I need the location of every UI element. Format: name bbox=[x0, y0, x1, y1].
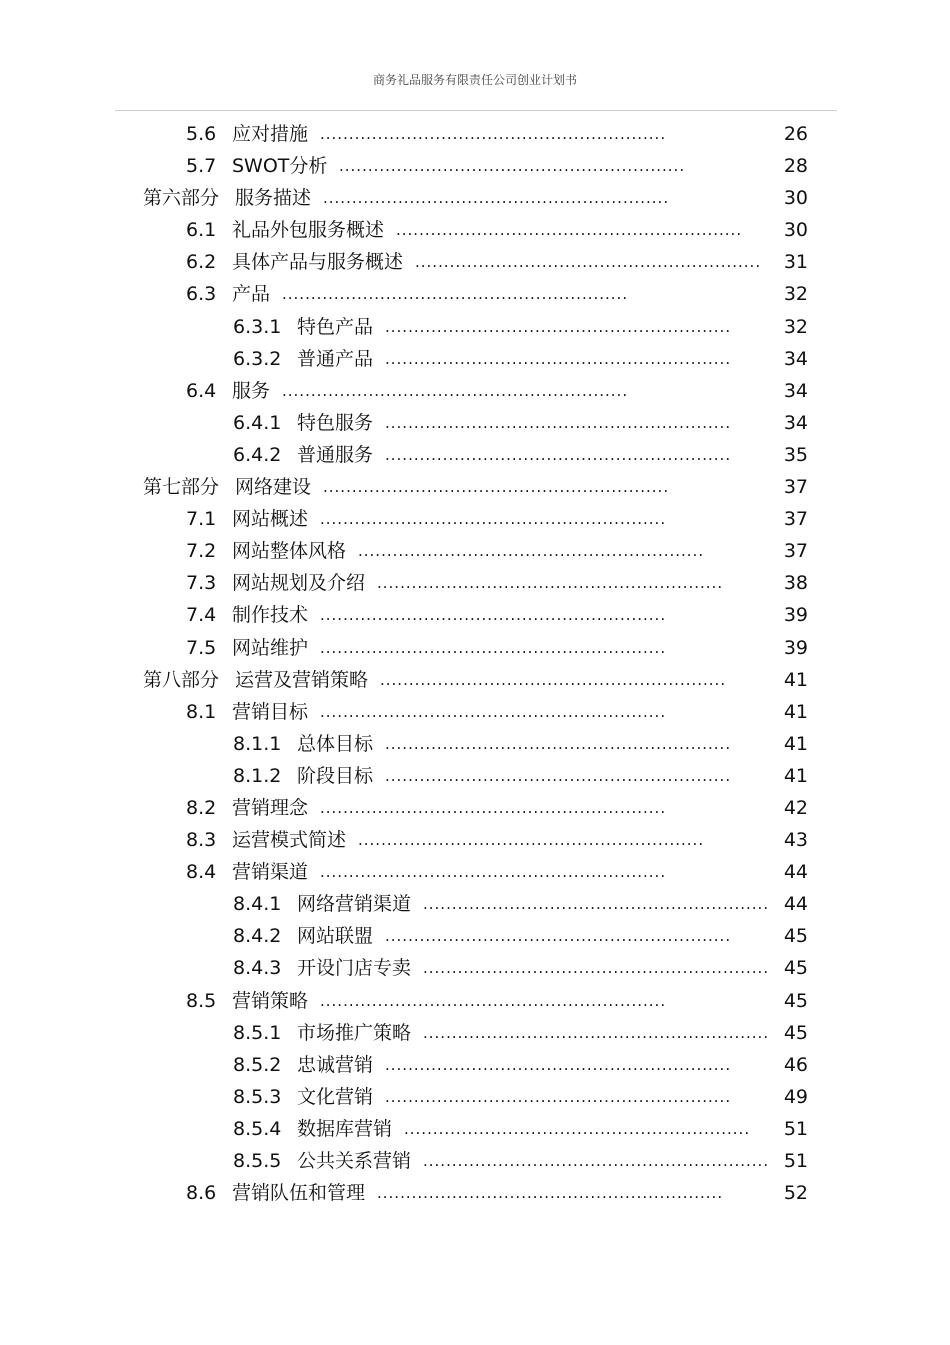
toc-entry-title: 运营模式简述 bbox=[232, 829, 347, 852]
toc-entry bbox=[0, 439, 950, 471]
toc-dot-leader: ............................................................ bbox=[320, 863, 667, 882]
toc-entry-number: 第八部分 bbox=[143, 668, 220, 691]
toc-entry-number: 第七部分 bbox=[143, 476, 220, 499]
toc-dot-leader: ............................................................ bbox=[385, 349, 732, 368]
toc-entry bbox=[0, 118, 950, 150]
toc-dot-leader: ............................................................ bbox=[358, 542, 705, 561]
toc-entry-number: 8.4 bbox=[186, 861, 217, 884]
toc-dot-leader: ............................................................ bbox=[385, 766, 732, 785]
toc-dot-leader: ............................................................ bbox=[385, 1087, 732, 1106]
toc-entry-page-number: 31 bbox=[783, 251, 808, 274]
toc-dot-leader: ............................................................ bbox=[320, 798, 667, 817]
toc-entry-page-number: 45 bbox=[783, 925, 808, 948]
toc-dot-leader: ............................................................ bbox=[320, 638, 667, 657]
toc-entry-title: 营销理念 bbox=[232, 796, 309, 819]
toc-entry-title: 网站整体风格 bbox=[232, 540, 347, 563]
toc-entry-page-number: 28 bbox=[783, 155, 808, 178]
toc-entry-page-number: 30 bbox=[783, 187, 808, 210]
toc-entry bbox=[0, 1017, 950, 1049]
toc-entry-title: 数据库营销 bbox=[297, 1117, 393, 1140]
toc-entry bbox=[0, 182, 950, 214]
toc-entry-page-number: 32 bbox=[783, 315, 808, 338]
toc-entry-page-number: 51 bbox=[783, 1150, 808, 1172]
toc-entry-title: 产品 bbox=[232, 283, 271, 306]
toc-entry-page-number: 37 bbox=[783, 540, 808, 563]
toc-entry-title: 网站维护 bbox=[232, 636, 309, 659]
toc-entry-title: SWOT分析 bbox=[232, 155, 328, 178]
toc-entry-title: 营销队伍和管理 bbox=[232, 1182, 366, 1205]
toc-entry-number: 8.1.2 bbox=[233, 764, 282, 787]
toc-dot-leader: ............................................................ bbox=[320, 991, 667, 1010]
toc-entry bbox=[0, 407, 950, 439]
toc-entry-title: 营销目标 bbox=[232, 700, 309, 723]
toc-entry-number: 6.3.2 bbox=[233, 347, 282, 370]
toc-entry bbox=[0, 1177, 950, 1209]
toc-dot-leader: ............................................................ bbox=[320, 125, 667, 143]
toc-entry-number: 8.6 bbox=[186, 1182, 217, 1205]
toc-entry-page-number: 41 bbox=[783, 732, 808, 755]
toc-entry bbox=[0, 311, 950, 343]
toc-entry-title: 公共关系营销 bbox=[297, 1150, 412, 1172]
toc-entry-title: 制作技术 bbox=[232, 604, 309, 627]
toc-entry-page-number: 52 bbox=[783, 1182, 808, 1205]
toc-entry-title: 营销策略 bbox=[232, 989, 309, 1012]
header-divider bbox=[115, 110, 837, 111]
toc-dot-leader: ............................................................ bbox=[415, 253, 762, 272]
toc-dot-leader: ............................................................ bbox=[423, 895, 770, 914]
toc-entry-number: 第六部分 bbox=[143, 187, 220, 210]
toc-entry-page-number: 41 bbox=[783, 668, 808, 691]
toc-entry-title: 市场推广策略 bbox=[297, 1021, 412, 1044]
toc-entry-number: 8.4.3 bbox=[233, 957, 282, 980]
toc-entry-page-number: 46 bbox=[783, 1053, 808, 1076]
toc-entry-number: 8.4.1 bbox=[233, 893, 282, 916]
toc-entry-page-number: 43 bbox=[783, 829, 808, 852]
toc-entry-title: 运营及营销策略 bbox=[235, 668, 369, 691]
toc-entry-number: 8.2 bbox=[186, 796, 217, 819]
toc-entry bbox=[0, 535, 950, 567]
toc-dot-leader: ............................................................ bbox=[385, 445, 732, 464]
toc-entry-number: 6.3 bbox=[186, 283, 217, 306]
toc-entry bbox=[0, 214, 950, 246]
toc-entry bbox=[0, 278, 950, 310]
toc-entry bbox=[0, 246, 950, 278]
toc-entry-page-number: 35 bbox=[783, 443, 808, 466]
toc-dot-leader: ............................................................ bbox=[282, 285, 629, 304]
toc-entry-number: 8.1 bbox=[186, 700, 217, 723]
toc-entry-number: 8.1.1 bbox=[233, 732, 282, 755]
toc-entry-number: 7.5 bbox=[186, 636, 217, 659]
toc-dot-leader: ............................................................ bbox=[423, 1152, 770, 1170]
toc-entry-number: 6.2 bbox=[186, 251, 217, 274]
toc-entry bbox=[0, 856, 950, 888]
toc-entry-page-number: 30 bbox=[783, 219, 808, 242]
toc-entry bbox=[0, 728, 950, 760]
toc-entry-page-number: 45 bbox=[783, 989, 808, 1012]
toc-dot-leader: ............................................................ bbox=[380, 670, 727, 689]
toc-entry-page-number: 26 bbox=[783, 123, 808, 145]
toc-entry bbox=[0, 1145, 950, 1177]
toc-entry-number: 8.5.5 bbox=[233, 1150, 282, 1172]
toc-entry-page-number: 41 bbox=[783, 700, 808, 723]
toc-entry-page-number: 44 bbox=[783, 861, 808, 884]
toc-entry-number: 5.7 bbox=[186, 155, 217, 178]
toc-entry-page-number: 39 bbox=[783, 636, 808, 659]
toc-dot-leader: ............................................................ bbox=[385, 734, 732, 753]
toc-entry-page-number: 42 bbox=[783, 796, 808, 819]
toc-entry bbox=[0, 343, 950, 375]
toc-entry bbox=[0, 1049, 950, 1081]
toc-entry-page-number: 34 bbox=[783, 411, 808, 434]
toc-entry bbox=[0, 599, 950, 631]
toc-entry-number: 6.4.1 bbox=[233, 411, 282, 434]
toc-entry-title: 网站概述 bbox=[232, 508, 309, 531]
toc-entry-title: 特色服务 bbox=[297, 411, 374, 434]
toc-entry-number: 8.3 bbox=[186, 829, 217, 852]
toc-entry-title: 普通产品 bbox=[297, 347, 374, 370]
toc-entry-number: 6.4.2 bbox=[233, 443, 282, 466]
toc-entry-number: 8.5.4 bbox=[233, 1117, 282, 1140]
toc-entry bbox=[0, 375, 950, 407]
toc-entry-page-number: 37 bbox=[783, 508, 808, 531]
page-header: 商务礼品服务有限责任公司创业计划书 bbox=[372, 73, 577, 87]
toc-entry bbox=[0, 824, 950, 856]
toc-entry-title: 开设门店专卖 bbox=[297, 957, 412, 980]
toc-entry bbox=[0, 664, 950, 696]
toc-entry-page-number: 37 bbox=[783, 476, 808, 499]
toc-dot-leader: ............................................................ bbox=[377, 574, 724, 593]
toc-entry-title: 特色产品 bbox=[297, 315, 374, 338]
toc-dot-leader: ............................................................ bbox=[320, 702, 667, 721]
toc-dot-leader: ............................................................ bbox=[385, 317, 732, 336]
toc-entry-number: 7.1 bbox=[186, 508, 217, 531]
toc-entry-number: 8.5.2 bbox=[233, 1053, 282, 1076]
toc-entry bbox=[0, 760, 950, 792]
toc-entry bbox=[0, 567, 950, 599]
toc-entry bbox=[0, 150, 950, 182]
toc-entry bbox=[0, 985, 950, 1017]
toc-entry-title: 普通服务 bbox=[297, 443, 374, 466]
toc-entry-title: 网站规划及介绍 bbox=[232, 572, 366, 595]
toc-dot-leader: ............................................................ bbox=[385, 413, 732, 432]
toc-entry bbox=[0, 888, 950, 920]
toc-entry-title: 应对措施 bbox=[232, 123, 309, 145]
toc-entry-page-number: 34 bbox=[783, 379, 808, 402]
toc-entry-number: 6.1 bbox=[186, 219, 217, 242]
toc-entry bbox=[0, 952, 950, 984]
toc-entry-title: 具体产品与服务概述 bbox=[232, 251, 404, 274]
toc-entry-title: 总体目标 bbox=[297, 732, 374, 755]
toc-entry-title: 网络建设 bbox=[235, 476, 312, 499]
table-of-contents bbox=[0, 118, 950, 1209]
toc-entry-number: 7.4 bbox=[186, 604, 217, 627]
toc-dot-leader: ............................................................ bbox=[358, 831, 705, 850]
toc-dot-leader: ............................................................ bbox=[404, 1119, 751, 1138]
toc-dot-leader: ............................................................ bbox=[377, 1184, 724, 1203]
toc-entry-page-number: 44 bbox=[783, 893, 808, 916]
toc-entry bbox=[0, 696, 950, 728]
toc-dot-leader: ............................................................ bbox=[396, 221, 743, 240]
toc-entry-title: 网站联盟 bbox=[297, 925, 374, 948]
toc-dot-leader: ............................................................ bbox=[320, 606, 667, 625]
toc-dot-leader: ............................................................ bbox=[423, 959, 770, 978]
toc-entry-number: 8.4.2 bbox=[233, 925, 282, 948]
toc-entry-title: 网络营销渠道 bbox=[297, 893, 412, 916]
toc-entry-title: 营销渠道 bbox=[232, 861, 309, 884]
toc-dot-leader: ............................................................ bbox=[323, 478, 670, 497]
toc-dot-leader: ............................................................ bbox=[423, 1023, 770, 1042]
toc-dot-leader: ............................................................ bbox=[385, 927, 732, 946]
toc-entry-page-number: 49 bbox=[783, 1085, 808, 1108]
toc-dot-leader: ............................................................ bbox=[282, 381, 629, 400]
toc-entry-title: 礼品外包服务概述 bbox=[232, 219, 385, 242]
toc-entry-page-number: 32 bbox=[783, 283, 808, 306]
toc-entry bbox=[0, 792, 950, 824]
toc-entry bbox=[0, 920, 950, 952]
toc-entry-number: 8.5.1 bbox=[233, 1021, 282, 1044]
toc-entry bbox=[0, 632, 950, 664]
toc-entry-number: 7.2 bbox=[186, 540, 217, 563]
toc-dot-leader: ............................................................ bbox=[339, 157, 686, 176]
toc-entry-number: 6.4 bbox=[186, 379, 217, 402]
toc-entry-title: 阶段目标 bbox=[297, 764, 374, 787]
toc-entry bbox=[0, 1113, 950, 1145]
toc-entry-page-number: 39 bbox=[783, 604, 808, 627]
toc-dot-leader: ............................................................ bbox=[323, 189, 670, 208]
toc-entry-page-number: 51 bbox=[783, 1117, 808, 1140]
toc-entry-page-number: 38 bbox=[783, 572, 808, 595]
toc-entry-page-number: 45 bbox=[783, 957, 808, 980]
toc-entry-number: 6.3.1 bbox=[233, 315, 282, 338]
toc-entry-title: 忠诚营销 bbox=[297, 1053, 374, 1076]
toc-entry-title: 文化营销 bbox=[297, 1085, 374, 1108]
toc-entry-page-number: 45 bbox=[783, 1021, 808, 1044]
toc-entry-number: 7.3 bbox=[186, 572, 217, 595]
toc-entry-page-number: 41 bbox=[783, 764, 808, 787]
toc-dot-leader: ............................................................ bbox=[385, 1055, 732, 1074]
toc-entry bbox=[0, 503, 950, 535]
toc-entry-number: 5.6 bbox=[186, 123, 217, 145]
toc-entry-title: 服务 bbox=[232, 379, 271, 402]
toc-entry bbox=[0, 471, 950, 503]
toc-entry-title: 服务描述 bbox=[235, 187, 312, 210]
toc-dot-leader: ............................................................ bbox=[320, 510, 667, 529]
toc-entry-number: 8.5.3 bbox=[233, 1085, 282, 1108]
toc-entry-page-number: 34 bbox=[783, 347, 808, 370]
toc-entry-number: 8.5 bbox=[186, 989, 217, 1012]
toc-entry bbox=[0, 1081, 950, 1113]
